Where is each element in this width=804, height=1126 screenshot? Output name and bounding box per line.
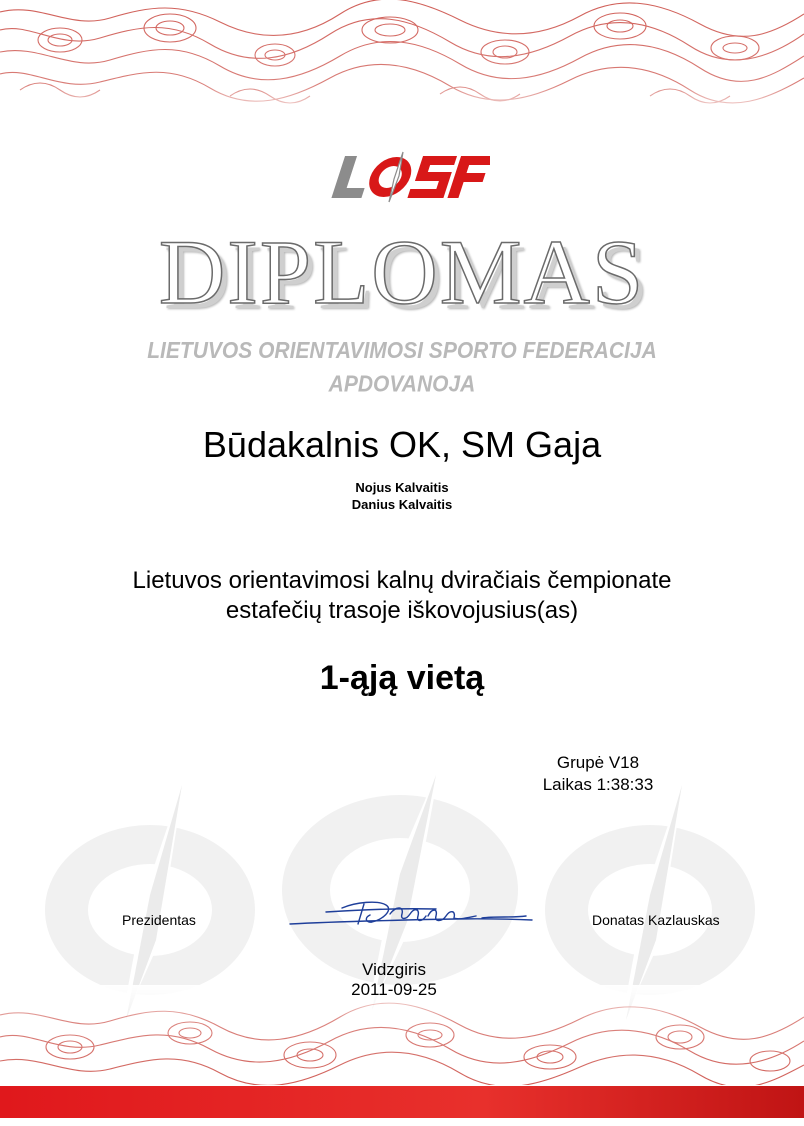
diploma-title: DIPLOMAS [158, 221, 646, 323]
description-line-2: estafečių trasoje iškovojusius(as) [225, 597, 579, 624]
topographic-pattern-bottom [0, 985, 804, 1085]
losf-logo [325, 150, 490, 205]
team-members [0, 479, 804, 513]
federation-heading [0, 334, 804, 401]
place-and-date [294, 960, 494, 1000]
federation-line-2: APDOVANOJA [328, 371, 476, 398]
bottom-red-bar [0, 1086, 804, 1118]
president-signature [286, 896, 536, 932]
member-name: Danius Kalvaitis [351, 497, 453, 512]
team-name: Būdakalnis OK, SM Gaja [202, 424, 602, 465]
event-location: Vidzgiris [362, 960, 426, 979]
event-date: 2011-09-25 [351, 980, 437, 999]
placement: 1-ąją vietą [319, 659, 485, 697]
federation-line-1: LIETUVOS ORIENTAVIMOSI SPORTO FEDERACIJA [147, 337, 657, 364]
topographic-pattern-top [0, 0, 804, 120]
time-label: Laikas 1:38:33 [542, 775, 654, 794]
description-line-1: Lietuvos orientavimosi kalnų dviračiais čempionate [132, 567, 672, 594]
result-details [498, 752, 698, 796]
award-description [0, 566, 804, 626]
president-title: Prezidentas [122, 912, 196, 928]
president-name: Donatas Kazlauskas [592, 912, 720, 928]
group-label: Grupė V18 [556, 753, 640, 772]
member-name: Nojus Kalvaitis [355, 480, 449, 495]
